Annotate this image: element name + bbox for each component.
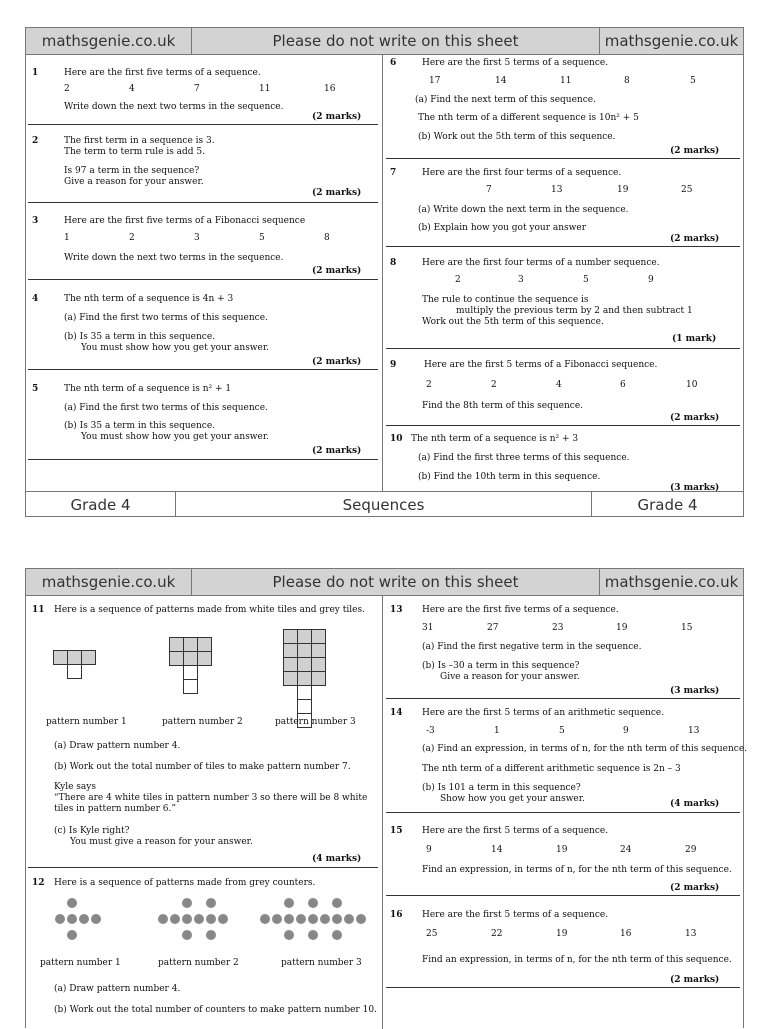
question-number: 7 — [390, 168, 397, 178]
term: 3 — [518, 275, 524, 285]
question-number: 6 — [390, 58, 397, 68]
term: 17 — [429, 76, 441, 86]
grey-tile — [169, 651, 184, 666]
question-part-a: (a) Find the first three terms of this sequence. — [418, 453, 630, 463]
grey-counter — [332, 930, 342, 940]
header-site-left[interactable]: mathsgenie.co.uk — [26, 569, 192, 596]
question-stem: Here are the first four terms of a sequence. — [422, 168, 622, 178]
grey-counter — [272, 914, 282, 924]
separator — [28, 867, 378, 868]
term: 25 — [681, 185, 693, 195]
grey-tile — [297, 643, 312, 658]
quote-line: tiles in pattern number 6.” — [54, 804, 176, 814]
term: 19 — [617, 185, 629, 195]
term: 10 — [686, 380, 698, 390]
grey-tile — [183, 651, 198, 666]
question-stem: Here are the first five terms of a sequence. — [422, 605, 619, 615]
question-number: 15 — [390, 826, 403, 836]
grey-tile — [283, 629, 298, 644]
term: 5 — [259, 233, 265, 243]
footer-grade-left: Grade 4 — [26, 492, 176, 517]
question-part-a: (a) Find an expression, in terms of n, for the nth term of this sequence. — [422, 744, 748, 754]
question-task: Find an expression, in terms of n, for the nth term of this sequence. — [422, 955, 732, 965]
column-divider — [382, 596, 383, 1029]
term: 5 — [690, 76, 696, 86]
term: 8 — [624, 76, 630, 86]
question-part-b: (b) Explain how you got your answer — [418, 223, 587, 233]
question-part-b: (b) Is –30 a term in this sequence? — [422, 661, 580, 671]
question-number: 16 — [390, 910, 403, 920]
separator — [386, 698, 740, 699]
question-line: multiply the previous term by 2 and then subtract 1 — [456, 306, 693, 316]
question-number: 10 — [390, 434, 403, 444]
question-line: Work out the 5th term of this sequence. — [422, 317, 604, 327]
pattern-label: pattern number 3 — [281, 958, 362, 968]
grey-counter — [182, 930, 192, 940]
term: 27 — [487, 623, 499, 633]
question-line: The rule to continue the sequence is — [422, 295, 589, 305]
header-site-right[interactable]: mathsgenie.co.uk — [600, 28, 743, 55]
marks-label: (2 marks) — [670, 413, 720, 423]
term: -3 — [426, 726, 435, 736]
header-notice: Please do not write on this sheet — [192, 569, 600, 596]
question-part-b-note: You must show how you get your answer. — [81, 343, 270, 353]
grey-counter — [67, 898, 77, 908]
separator — [386, 895, 740, 896]
question-stem: The nth term of a sequence is n² + 3 — [411, 434, 579, 444]
marks-label: (2 marks) — [312, 112, 362, 122]
worksheet-page-2 — [25, 568, 748, 1028]
term: 9 — [426, 845, 432, 855]
question-line: The nth term of a different sequence is 10n² + 5 — [418, 113, 639, 123]
separator — [386, 348, 740, 349]
term: 2 — [426, 380, 432, 390]
question-line: The first term in a sequence is 3. — [64, 136, 215, 146]
question-part-b: (b) Is 35 a term in this sequence. — [64, 332, 216, 342]
grey-counter — [91, 914, 101, 924]
white-tile — [297, 699, 312, 714]
question-part-b: (b) Work out the 5th term of this sequence. — [418, 132, 616, 142]
question-line: Give a reason for your answer. — [64, 177, 204, 187]
term: 16 — [324, 84, 336, 94]
footer-topic: Sequences — [176, 492, 592, 517]
marks-label: (2 marks) — [670, 975, 720, 985]
grey-counter — [308, 898, 318, 908]
grey-tile — [283, 671, 298, 686]
grey-counter — [296, 914, 306, 924]
question-part-a: (a) Draw pattern number 4. — [54, 741, 181, 751]
grey-tile — [297, 629, 312, 644]
question-stem: Here are the first 5 terms of a sequence. — [422, 910, 609, 920]
term: 19 — [616, 623, 628, 633]
grey-counter — [158, 914, 168, 924]
question-number: 13 — [390, 605, 403, 615]
question-number: 8 — [390, 258, 397, 268]
term: 4 — [556, 380, 562, 390]
question-line: Is 97 a term in the sequence? — [64, 166, 200, 176]
grey-tile — [67, 650, 82, 665]
grey-counter — [344, 914, 354, 924]
question-number: 9 — [390, 360, 397, 370]
question-task: Write down the next two terms in the sequence. — [64, 253, 284, 263]
grey-counter — [308, 930, 318, 940]
separator — [386, 812, 740, 813]
grey-counter — [206, 930, 216, 940]
grey-tile — [311, 657, 326, 672]
grey-tile — [283, 657, 298, 672]
question-part-c-note: You must give a reason for your answer. — [70, 837, 253, 847]
question-number: 14 — [390, 708, 403, 718]
quote-intro: Kyle says — [54, 782, 96, 792]
quote-line: “There are 4 white tiles in pattern number 3 so there will be 8 white — [54, 793, 368, 803]
question-part-a: (a) Find the next term of this sequence. — [415, 95, 596, 105]
question-stem: Here are the first five terms of a Fibonacci sequence — [64, 216, 306, 226]
grey-tile — [169, 637, 184, 652]
question-part-b: (b) Is 101 a term in this sequence? — [422, 783, 581, 793]
question-line: The nth term of a different arithmetic sequence is 2n – 3 — [422, 764, 681, 774]
marks-label: (2 marks) — [312, 357, 362, 367]
header-site-left[interactable]: mathsgenie.co.uk — [26, 28, 192, 55]
term: 29 — [685, 845, 697, 855]
question-part-b-note: Give a reason for your answer. — [440, 672, 580, 682]
grey-counter — [79, 914, 89, 924]
grey-counter — [218, 914, 228, 924]
pattern-label: pattern number 2 — [162, 717, 243, 727]
term: 3 — [194, 233, 200, 243]
question-number: 1 — [32, 68, 39, 78]
term: 14 — [495, 76, 507, 86]
term: 2 — [491, 380, 497, 390]
pattern-label: pattern number 3 — [275, 717, 356, 727]
worksheet-page-1 — [25, 27, 744, 517]
term: 5 — [583, 275, 589, 285]
pattern-label: pattern number 1 — [40, 958, 121, 968]
grey-counter — [284, 898, 294, 908]
separator — [28, 369, 378, 370]
question-number: 12 — [32, 878, 45, 888]
question-stem: Here are the first four terms of a number sequence. — [422, 258, 660, 268]
grey-counter — [284, 930, 294, 940]
grey-counter — [260, 914, 270, 924]
grey-counter — [182, 898, 192, 908]
marks-label: (4 marks) — [670, 799, 720, 809]
grey-tile — [311, 643, 326, 658]
grey-counter — [67, 914, 77, 924]
question-stem: Here are the first 5 terms of a Fibonacci sequence. — [424, 360, 658, 370]
separator — [28, 279, 378, 280]
marks-label: (3 marks) — [670, 483, 720, 493]
white-tile — [67, 664, 82, 679]
question-number: 4 — [32, 294, 39, 304]
term: 7 — [486, 185, 492, 195]
grey-counter — [284, 914, 294, 924]
term: 19 — [556, 845, 568, 855]
grey-counter — [332, 914, 342, 924]
question-stem: Here are the first 5 terms of a sequence. — [422, 826, 609, 836]
white-tile — [297, 685, 312, 700]
pattern-label: pattern number 1 — [46, 717, 127, 727]
question-part-b-note: You must show how you get your answer. — [81, 432, 270, 442]
grey-tile — [297, 657, 312, 672]
question-stem: Here is a sequence of patterns made from grey counters. — [54, 878, 316, 888]
grey-counter — [206, 914, 216, 924]
question-part-c: (c) Is Kyle right? — [54, 826, 130, 836]
term: 2 — [455, 275, 461, 285]
separator — [28, 124, 378, 125]
grey-counter — [356, 914, 366, 924]
term: 19 — [556, 929, 568, 939]
footer — [26, 491, 743, 517]
term: 31 — [422, 623, 434, 633]
footer-grade-right: Grade 4 — [637, 495, 698, 514]
grey-counter — [320, 914, 330, 924]
term: 25 — [426, 929, 438, 939]
term: 13 — [688, 726, 700, 736]
term: 11 — [259, 84, 271, 94]
white-tile — [183, 665, 198, 680]
question-part-a: (a) Write down the next term in the sequence. — [418, 205, 629, 215]
separator — [386, 987, 740, 988]
term: 9 — [648, 275, 654, 285]
pattern-label: pattern number 2 — [158, 958, 239, 968]
separator — [386, 425, 740, 426]
header-site-right[interactable]: mathsgenie.co.uk — [600, 569, 743, 596]
question-stem: The nth term of a sequence is 4n + 3 — [64, 294, 234, 304]
separator — [28, 202, 378, 203]
term: 11 — [560, 76, 572, 86]
marks-label: (3 marks) — [670, 686, 720, 696]
marks-label: (2 marks) — [312, 446, 362, 456]
marks-label: (2 marks) — [670, 146, 720, 156]
grey-counter — [308, 914, 318, 924]
question-task: Find the 8th term of this sequence. — [422, 401, 584, 411]
question-number: 5 — [32, 384, 39, 394]
question-line: The term to term rule is add 5. — [64, 147, 206, 157]
question-part-b-note: Show how you get your answer. — [440, 794, 585, 804]
term: 24 — [620, 845, 632, 855]
white-tile — [183, 679, 198, 694]
grey-tile — [311, 671, 326, 686]
term: 1 — [494, 726, 500, 736]
question-part-b: (b) Work out the total number of counters to make pattern number 10. — [54, 1005, 377, 1015]
marks-label: (2 marks) — [670, 234, 720, 244]
term: 23 — [552, 623, 564, 633]
question-part-a: (a) Find the first negative term in the sequence. — [422, 642, 642, 652]
question-part-a: (a) Find the first two terms of this sequence. — [64, 313, 268, 323]
question-part-b: (b) Is 35 a term in this sequence. — [64, 421, 216, 431]
marks-label: (2 marks) — [670, 883, 720, 893]
question-task: Find an expression, in terms of n, for the nth term of this sequence. — [422, 865, 732, 875]
column-divider — [382, 55, 383, 491]
term: 13 — [551, 185, 563, 195]
term: 7 — [194, 84, 200, 94]
grey-counter — [170, 914, 180, 924]
question-number: 3 — [32, 216, 39, 226]
term: 22 — [491, 929, 503, 939]
grey-counter — [194, 914, 204, 924]
marks-label: (2 marks) — [312, 266, 362, 276]
separator — [386, 246, 740, 247]
question-number: 2 — [32, 136, 39, 146]
grey-tile — [283, 643, 298, 658]
grey-counter — [206, 898, 216, 908]
term: 15 — [681, 623, 693, 633]
question-part-a: (a) Find the first two terms of this sequence. — [64, 403, 268, 413]
grey-counter — [55, 914, 65, 924]
grey-tile — [311, 629, 326, 644]
separator — [386, 158, 740, 159]
question-part-b: (b) Find the 10th term in this sequence. — [418, 472, 601, 482]
marks-label: (1 mark) — [672, 334, 717, 344]
term: 2 — [129, 233, 135, 243]
marks-label: (2 marks) — [312, 188, 362, 198]
term: 16 — [620, 929, 632, 939]
question-part-b: (b) Work out the total number of tiles to make pattern number 7. — [54, 762, 351, 772]
grey-counter — [67, 930, 77, 940]
term: 14 — [491, 845, 503, 855]
grey-tile — [53, 650, 68, 665]
grey-counter — [182, 914, 192, 924]
question-task: Write down the next two terms in the sequence. — [64, 102, 284, 112]
question-stem: Here are the first 5 terms of an arithmetic sequence. — [422, 708, 665, 718]
question-stem: Here are the first five terms of a sequence. — [64, 68, 261, 78]
marks-label: (4 marks) — [312, 854, 362, 864]
header-notice: Please do not write on this sheet — [192, 28, 600, 55]
question-number: 11 — [32, 605, 45, 615]
question-stem: The nth term of a sequence is n² + 1 — [64, 384, 232, 394]
grey-tile — [197, 637, 212, 652]
term: 4 — [129, 84, 135, 94]
term: 6 — [620, 380, 626, 390]
question-part-a: (a) Draw pattern number 4. — [54, 984, 181, 994]
grey-tile — [183, 637, 198, 652]
term: 9 — [623, 726, 629, 736]
question-stem: Here is a sequence of patterns made from white tiles and grey tiles. — [54, 605, 365, 615]
separator — [28, 459, 378, 460]
term: 1 — [64, 233, 70, 243]
term: 2 — [64, 84, 70, 94]
grey-counter — [332, 898, 342, 908]
grey-tile — [81, 650, 96, 665]
grey-tile — [297, 671, 312, 686]
term: 8 — [324, 233, 330, 243]
term: 5 — [559, 726, 565, 736]
term: 13 — [685, 929, 697, 939]
question-stem: Here are the first 5 terms of a sequence. — [422, 58, 609, 68]
grey-tile — [197, 651, 212, 666]
